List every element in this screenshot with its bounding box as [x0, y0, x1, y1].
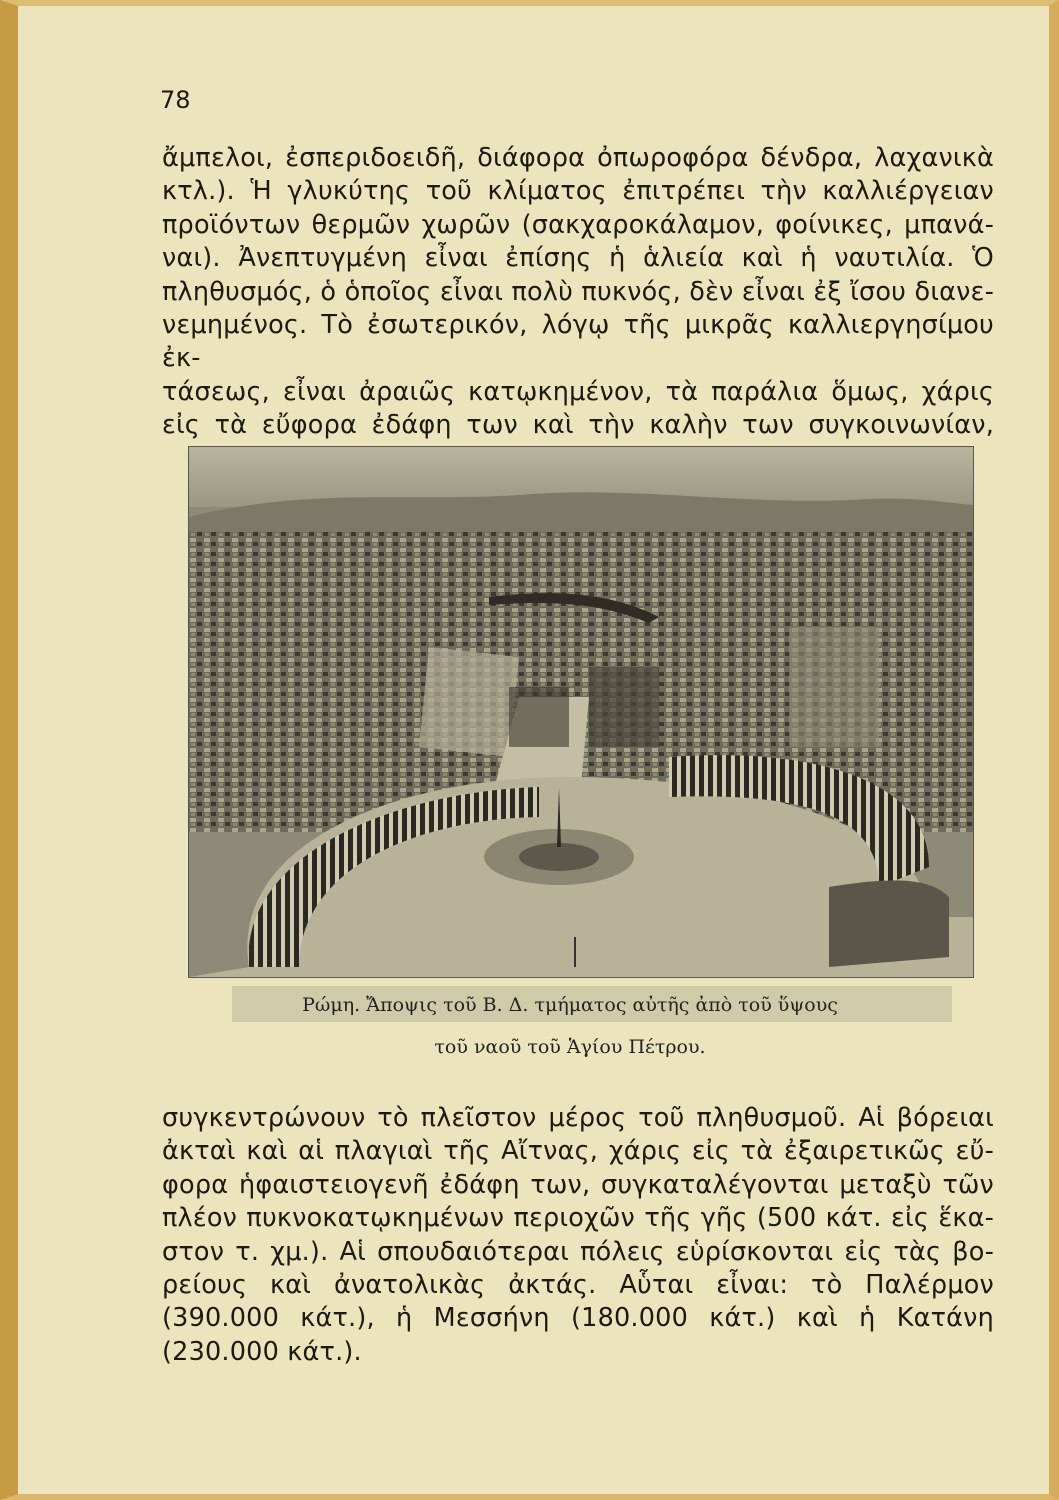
text-line: νεμημένος. Τὸ ἐσωτερικόν, λόγῳ τῆς μικρᾶς καλλιεργησίμου ἐκ- [162, 310, 994, 374]
paragraph-top [162, 142, 994, 443]
text-line: (230.000 κάτ.). [162, 1336, 362, 1367]
text-line: προϊόντων θερμῶν χωρῶν (σακχαροκάλαμον, φοίνικες, μπανά- [162, 209, 994, 240]
text-line: κτλ.). Ἡ γλυκύτης τοῦ κλίματος ἐπιτρέπει τὴν καλλιέργειαν [162, 176, 994, 207]
text-line: πληθυσμός, ὁ ὁποῖος εἶναι πολὺ πυκνός, δὲν εἶναι ἐξ ἴσου διανε- [162, 276, 994, 307]
paragraph-bottom [162, 1102, 994, 1369]
text-line: εἰς τὰ εὔφορα ἐδάφη των καὶ τὴν καλὴν των συγκοινωνίαν, [162, 410, 994, 441]
text-line: ναι). Ἀνεπτυγμένη εἶναι ἐπίσης ἡ ἁλιεία καὶ ἡ ναυτιλία. Ὁ [162, 243, 994, 274]
text-line: (390.000 κάτ.), ἡ Μεσσήνη (180.000 κάτ.) καὶ ἡ Κατάνη [162, 1303, 994, 1334]
figure-caption-line1: Ρώμη. Ἄποψις τοῦ Β. Δ. τμήματος αὐτῆς ἀπὸ τοῦ ὕψους [302, 994, 838, 1016]
page-number: 78 [160, 86, 191, 114]
text-line: ἄμπελοι, ἐσπεριδοειδῆ, διάφορα ὀπωροφόρα δένδρα, λαχανικὰ [162, 143, 994, 173]
text-line: φορα ἡφαιστειογενῆ ἐδάφη των, συγκαταλέγονται μεταξὺ τῶν [162, 1169, 994, 1200]
text-line: τάσεως, εἶναι ἀραιῶς κατῳκημένον, τὰ παράλια ὅμως, χάρις [162, 376, 994, 407]
text-line: ρείους καὶ ἀνατολικὰς ἀκτάς. Αὗται εἶναι: τὸ Παλέρμον [162, 1270, 994, 1301]
rome-photograph [188, 446, 974, 978]
text-line: συγκεντρώνουν τὸ πλεῖστον μέρος τοῦ πληθυσμοῦ. Αἱ βόρειαι [162, 1103, 994, 1133]
figure-caption-line2: τοῦ ναοῦ τοῦ Ἁγίου Πέτρου. [434, 1036, 706, 1058]
text-line: πλέον πυκνοκατῳκημένων περιοχῶν τῆς γῆς (500 κάτ. εἰς ἕκα- [162, 1203, 994, 1234]
text-line: ἀκταὶ καὶ αἱ πλαγιαὶ τῆς Αἴτνας, χάρις εἰς τὰ ἐξαιρετικῶς εὔ- [162, 1136, 994, 1167]
text-line: στον τ. χμ.). Αἱ σπουδαιότεραι πόλεις εὑρίσκονται εἰς τὰς βο- [162, 1236, 994, 1267]
